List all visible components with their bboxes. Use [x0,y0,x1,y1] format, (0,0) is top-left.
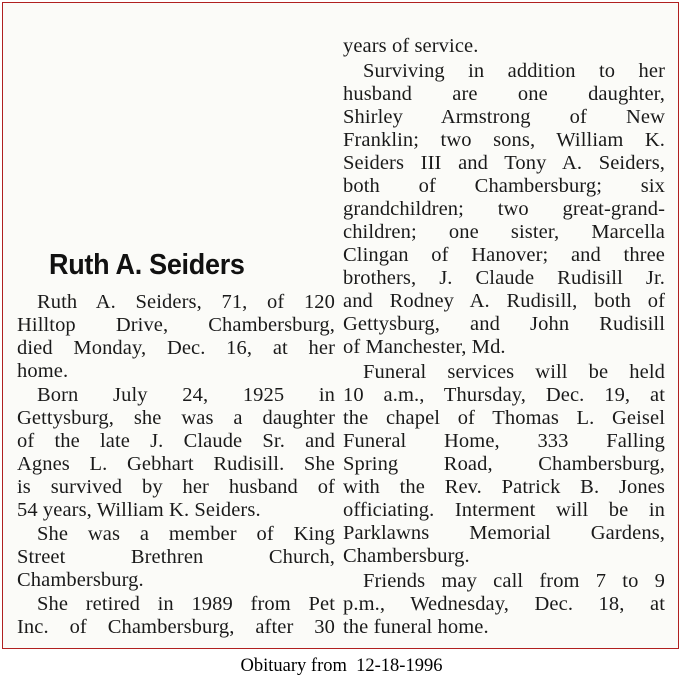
text-line: years of service. [343,35,479,57]
text-line: grandchildren; two great-grand- [343,198,665,220]
text-line: Agnes L. Gebhart Rudisill. She [17,453,335,475]
text-line: Friends may call from 7 to 9 [363,570,665,592]
text-line: Hilltop Drive, Chambersburg, [17,314,335,336]
text-line: She retired in 1989 from Pet [37,593,335,615]
text-line: She was a member of King [37,523,335,545]
text-line: Chambersburg. [17,569,144,591]
text-line: Shirley Armstrong of New [343,106,665,128]
text-line: the chapel of Thomas L. Geisel [343,407,665,429]
text-line: husband are one daughter, [343,83,665,105]
text-line: Clingan of Hanover; and three [343,244,665,266]
text-line: of the late J. Claude Sr. and [17,430,335,452]
text-line: Inc. of Chambersburg, after 30 [17,616,335,638]
text-line: Funeral services will be held [363,361,665,383]
clipping-caption: Obituary from 12-18-1996 [240,656,443,676]
text-line: Franklin; two sons, William K. [343,129,665,151]
text-line: died Monday, Dec. 16, at her [17,337,335,359]
text-line: and Rodney A. Rudisill, both of [343,290,665,312]
text-line: 10 a.m., Thursday, Dec. 19, at [343,384,665,406]
text-line: Surviving in addition to her [363,60,665,82]
text-line: with the Rev. Patrick B. Jones [343,476,665,498]
text-line: brothers, J. Claude Rudisill Jr. [343,267,665,289]
text-line: both of Chambersburg; six [343,175,665,197]
text-line: Parklawns Memorial Gardens, [343,522,665,544]
text-line: the funeral home. [343,616,489,638]
text-line: officiating. Interment will be in [343,499,665,521]
text-line: children; one sister, Marcella [343,221,665,243]
text-line: Spring Road, Chambersburg, [343,453,665,475]
text-line: of Manchester, Md. [343,336,506,358]
text-line: home. [17,360,69,382]
newspaper-clipping [2,2,679,649]
text-line: 54 years, William K. Seiders. [17,499,261,521]
text-line: Seiders III and Tony A. Seiders, [343,152,665,174]
text-line: Gettysburg, and John Rudisill [343,313,665,335]
text-line: Ruth A. Seiders, 71, of 120 [37,291,335,313]
text-line: p.m., Wednesday, Dec. 18, at [343,593,665,615]
text-line: Born July 24, 1925 in [37,384,335,406]
text-line: Funeral Home, 333 Falling [343,430,665,452]
text-line: Street Brethren Church, [17,546,335,568]
obituary-headline: Ruth A. Seiders [49,249,245,281]
text-line: is survived by her husband of [17,476,335,498]
text-line: Chambersburg. [343,545,470,567]
text-line: Gettysburg, she was a daughter [17,407,335,429]
